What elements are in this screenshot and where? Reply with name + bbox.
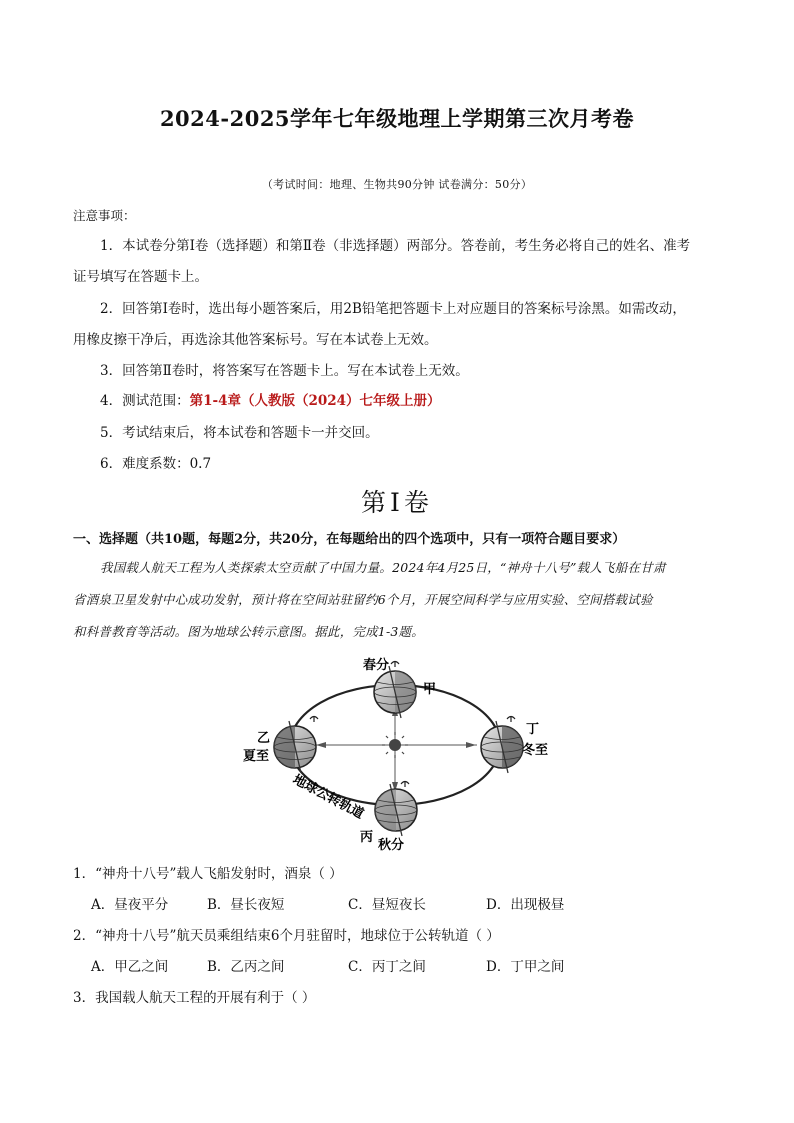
question-2-option-a: A．甲乙之间 — [91, 959, 169, 975]
label-spring-equinox: 春分 — [363, 658, 390, 673]
question-1-option-d: D．出现极昼 — [486, 897, 565, 913]
label-ding: 丁 — [526, 722, 540, 737]
question-1-stem: 1．“神舟十八号”载人飞船发射时，酒泉（ ） — [73, 866, 343, 882]
question-2-option-b: B．乙丙之间 — [207, 959, 285, 975]
label-winter-solstice: 冬至 — [522, 743, 549, 758]
arrow-left-icon — [316, 742, 326, 748]
passage-line2: 省酒泉卫星发射中心成功发射，预计将在空间站驻留约6个月，开展空间科学与应用实验、空间搭载试验 — [73, 592, 653, 607]
section-title: 第Ⅰ卷 — [361, 488, 433, 517]
earth-orbit-diagram — [230, 652, 560, 852]
label-summer-solstice: 夏至 — [243, 749, 270, 764]
exam-time-info: （考试时间：地理、生物共90分钟 试卷满分：50分） — [261, 178, 533, 191]
question-3-stem: 3．我国载人航天工程的开展有利于（ ） — [73, 990, 316, 1006]
notice-item-1-line1: 1．本试卷分第Ⅰ卷（选择题）和第Ⅱ卷（非选择题）两部分。答卷前，考生务必将自己的姓名、准考 — [100, 238, 691, 254]
notice-item-4 — [100, 391, 441, 411]
question-1-option-c: C．昼短夜长 — [348, 897, 426, 913]
test-scope: 第1-4章（人教版（2024）七年级上册） — [189, 393, 441, 409]
label-bing: 丙 — [360, 830, 374, 845]
question-2-stem: 2．“神舟十八号”航天员乘组结束6个月驻留时，地球位于公转轨道（ ） — [73, 928, 500, 944]
notice-item-2-line1: 2．回答第Ⅰ卷时，选出每小题答案后，用2B铅笔把答题卡上对应题目的答案标号涂黑。如需改动， — [100, 301, 686, 317]
orbit-label: 地球公转轨道 — [290, 772, 367, 823]
notice-item-4-prefix: 4．测试范围： — [100, 393, 190, 409]
question-2-option-d: D．丁甲之间 — [486, 959, 565, 975]
arrow-right-icon — [466, 742, 476, 748]
label-autumn-equinox: 秋分 — [378, 838, 405, 852]
question-1-option-b: B．昼长夜短 — [207, 897, 285, 913]
earth-autumn-icon — [375, 781, 417, 836]
label-jia: 甲 — [423, 682, 437, 697]
earth-winter-icon — [481, 716, 523, 773]
notice-item-1-line2: 证号填写在答题卡上。 — [73, 269, 208, 285]
question-1-option-a: A．昼夜平分 — [91, 897, 169, 913]
question-2-option-c: C．丙丁之间 — [348, 959, 426, 975]
notice-heading: 注意事项： — [73, 208, 136, 223]
notice-item-6: 6．难度系数：0.7 — [100, 456, 212, 472]
label-yi: 乙 — [257, 731, 271, 746]
passage-line1: 我国载人航天工程为人类探索太空贡献了中国力量。2024年4月25日，“神舟十八号”载人飞船在甘肃 — [100, 560, 666, 575]
notice-item-2-line2: 用橡皮擦干净后，再选涂其他答案标号。写在本试卷上无效。 — [73, 332, 438, 348]
notice-item-5: 5．考试结束后，将本试卷和答题卡一并交回。 — [100, 425, 379, 441]
exam-title: 2024-2025学年七年级地理上学期第三次月考卷 — [159, 106, 635, 131]
notice-item-3: 3．回答第Ⅱ卷时，将答案写在答题卡上。写在本试卷上无效。 — [100, 363, 469, 379]
passage-line3: 和科普教育等活动。图为地球公转示意图。据此，完成1-3题。 — [73, 624, 424, 639]
part1-heading: 一、选择题（共10题，每题2分，共20分，在每题给出的四个选项中，只有一项符合题目要求） — [73, 532, 626, 547]
